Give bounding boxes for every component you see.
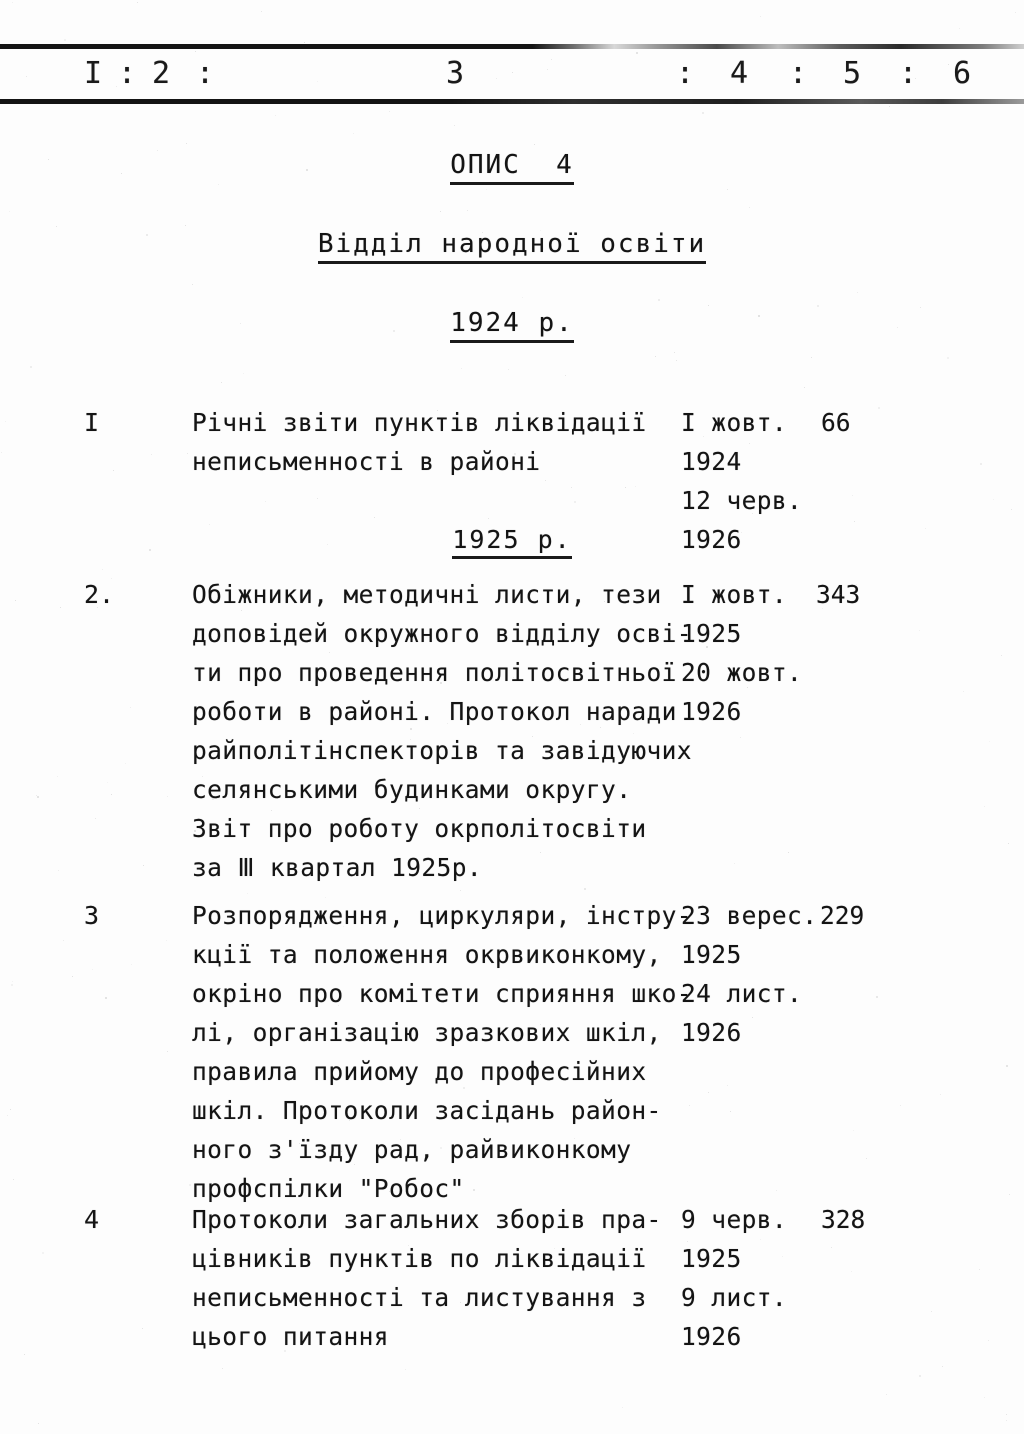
department-subtitle: Відділ народної освіти	[318, 229, 706, 264]
entry-number: 2.	[84, 580, 115, 609]
date-line: 23 верес.	[681, 901, 818, 930]
year-section-heading-row	[0, 525, 1024, 559]
description-line: ти про проведення політосвітньої	[192, 658, 677, 687]
inventory-title-line	[0, 150, 1024, 185]
date-line: 1925	[681, 619, 742, 648]
department-title-line	[0, 229, 1024, 264]
entry-sheet-count: 328	[821, 1205, 866, 1234]
column-number-3: 3	[446, 56, 465, 91]
description-line: профспілки "Робос"	[192, 1174, 465, 1203]
description-line: цього питання	[192, 1322, 389, 1351]
description-line: Звіт про роботу окрполітосвіти	[192, 814, 647, 843]
description-line: райполітінспекторів та завідуючих	[192, 736, 692, 765]
column-separator-4: :	[789, 56, 808, 91]
description-line: доповідей окружного відділу осві-	[192, 619, 692, 648]
date-line: 12 черв.	[681, 486, 803, 515]
description-line: лі, організацію зразкових шкіл,	[192, 1018, 662, 1047]
document-title-block	[0, 150, 1024, 343]
page-title: ОПИС 4	[450, 150, 574, 185]
header-rule-bottom	[0, 99, 1024, 104]
description-line: ного з'їзду рад, райвиконкому	[192, 1135, 632, 1164]
date-line: 1925	[681, 940, 742, 969]
header-rule-top	[0, 44, 1024, 49]
entry-description	[192, 1200, 662, 1356]
column-separator-2: :	[196, 56, 215, 91]
date-line: 9 лист.	[681, 1283, 788, 1312]
description-line: Обіжники, методичні листи, тези	[192, 580, 662, 609]
date-line: 1926	[681, 697, 742, 726]
description-line: окріно про комітети сприяння шко-	[192, 979, 692, 1008]
year-heading-1925: 1925 р.	[452, 525, 571, 559]
column-separator-5: :	[899, 56, 918, 91]
column-number-1: I	[84, 56, 103, 91]
date-line: 20 жовт.	[681, 658, 803, 687]
description-line: цівників пунктів по ліквідації	[192, 1244, 647, 1273]
description-line: неписьменності та листування з	[192, 1283, 647, 1312]
date-line: 1925	[681, 1244, 742, 1273]
entry-number: 3	[84, 901, 100, 930]
description-line: роботи в районі. Протокол наради	[192, 697, 677, 726]
date-line: 1926	[681, 1018, 742, 1047]
entry-number: 4	[84, 1205, 100, 1234]
description-line: за Ⅲ квартал 1925р.	[192, 853, 482, 882]
column-header-band	[0, 44, 1024, 106]
column-number-4: 4	[730, 56, 749, 91]
entry-number: I	[84, 408, 100, 437]
description-line: Протоколи загальних зборів пра-	[192, 1205, 662, 1234]
description-line: Річні звіти пунктів ліквідації	[192, 408, 647, 437]
description-line: неписьменності в районі	[192, 447, 541, 476]
description-line: кції та положення окрвиконкому,	[192, 940, 662, 969]
column-number-6: 6	[953, 56, 972, 91]
year-title-line	[0, 308, 1024, 343]
column-separator-3: :	[676, 56, 695, 91]
date-line: 1924	[681, 447, 742, 476]
column-number-row	[0, 50, 1024, 98]
column-number-5: 5	[843, 56, 862, 91]
description-line: Розпорядження, циркуляри, інстру-	[192, 901, 692, 930]
description-line: шкіл. Протоколи засідань район-	[192, 1096, 662, 1125]
entry-sheet-count: 66	[821, 408, 851, 437]
entry-sheet-count: 229	[820, 901, 865, 930]
description-line: селянськими будинками округу.	[192, 775, 632, 804]
entry-description	[192, 896, 692, 1208]
year-heading-1924: 1924 р.	[450, 308, 574, 343]
date-line: 24 лист.	[681, 979, 803, 1008]
date-line: 1926	[681, 1322, 742, 1351]
date-line: I жовт.	[681, 580, 788, 609]
entry-description	[192, 403, 662, 481]
date-line: 1926	[681, 525, 742, 554]
date-line: 9 черв.	[681, 1205, 788, 1234]
column-number-2: 2	[152, 56, 171, 91]
entry-description	[192, 575, 692, 887]
entry-sheet-count: 343	[816, 580, 861, 609]
description-line: правила прийому до професійних	[192, 1057, 647, 1086]
column-separator-1: :	[118, 56, 137, 91]
date-line: I жовт.	[681, 408, 788, 437]
